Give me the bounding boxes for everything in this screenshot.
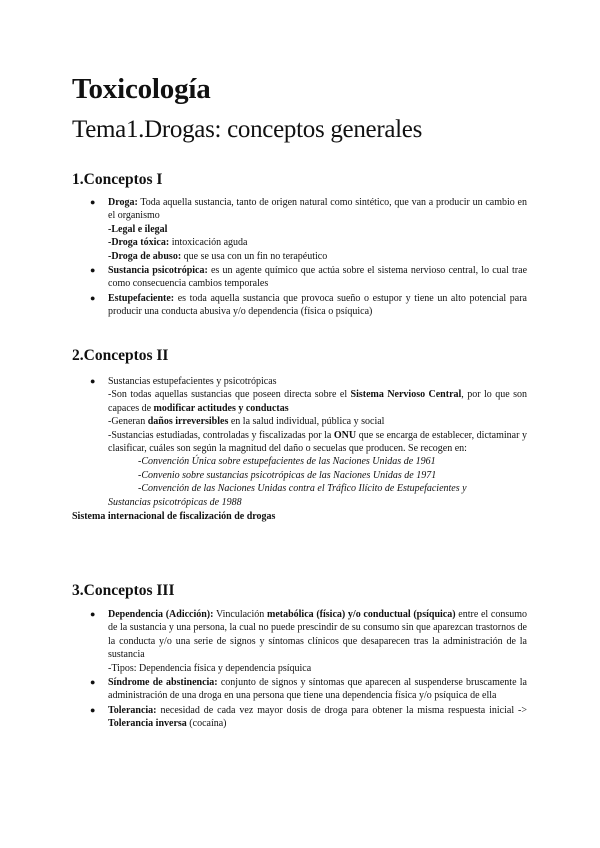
section-heading-2: 2.Conceptos II <box>72 347 169 364</box>
section-heading-3: 3.Conceptos III <box>72 582 175 599</box>
tipos-line: -Tipos: Dependencia física y dependencia psíquica <box>108 662 312 674</box>
list-item-abstinencia: ● Síndrome de abstinencia: conjunto de signos y síntomas que aparecen al suspenderse bruscamente la administración de una droga en una persona que tiene una dependencia física y/o psíquica de ella <box>90 677 527 702</box>
abuso-line: -Droga de abuso: que se usa con un fin no terapéutico <box>108 250 328 262</box>
list-item-droga: ● Droga: Toda aquella sustancia, tanto de origen natural como sintético, que van a producir un cambio en el organismo -Legal e ilegal -Droga tóxica: intoxicación aguda -Droga de abuso: que se usa con un fin no terapéutico <box>90 197 527 262</box>
section-heading-1: 1.Conceptos I <box>72 171 163 188</box>
bullet-icon: ● <box>90 292 96 303</box>
bullet-icon: ● <box>90 265 96 276</box>
toxica-line: -Droga tóxica: intoxicación aguda <box>108 237 248 249</box>
list-item-sustancias: ● Sustancias estupefacientes y psicotrópicas -Son todas aquellas sustancias que poseen directa sobre el Sistema Nervioso Central, por lo que son capaces de modificar actitudes y conductas -Generan daños irreversibles en la salud individual, pública y social -Sustancias estudiadas, controladas y fiscalizadas por la ONU que se encarga de establecer, dictaminar y clasificar, cuáles son según la magnitud del daño o secuelas que producen. Se recogen en: -Convención Única sobre estupefacientes de las Naciones Unidas de 1961 -Convenio sobre sustancias psicotrópicas de las Naciones Unidas de 1971 -Convención de las Naciones Unidas contra el Tráfico Ilícito de Estupefacientes y Sustancias psicotrópicas de 1988 <box>90 376 527 508</box>
bullet-icon: ● <box>90 704 96 715</box>
page-title: Toxicología <box>72 73 211 105</box>
list-item-tolerancia: ● Tolerancia: necesidad de cada vez mayor dosis de droga para obtener la misma respuesta inicial -> Tolerancia inversa (cocaína) <box>90 704 527 730</box>
convention-1961: -Convención Única sobre estupefacientes de las Naciones Unidas de 1961 <box>138 456 436 468</box>
sistema-internacional: Sistema internacional de fiscalización de drogas <box>72 511 276 523</box>
section-1-content <box>72 196 527 319</box>
sustancias-line-1: -Son todas aquellas sustancias que poseen directa sobre el Sistema Nervioso Central, por lo que son capaces de modificar actitudes y conductas <box>108 389 527 414</box>
section-3-content <box>72 608 527 731</box>
list-item-psicotropica: ● Sustancia psicotrópica: es un agente químico que actúa sobre el sistema nervioso central, lo cual trae como consecuencia cambios temporales <box>90 265 528 290</box>
section-2-content <box>72 375 527 523</box>
convention-1988: -Convención de las Naciones Unidas contra el Tráfico Ilícito de Estupefacientes y <box>138 483 467 495</box>
bullet-icon: ● <box>90 609 96 619</box>
bullet-icon: ● <box>90 376 96 386</box>
convention-1988-cont: Sustancias psicotrópicas de 1988 <box>108 496 242 508</box>
page-subtitle: Tema1.Drogas: conceptos generales <box>72 116 423 143</box>
list-item-dependencia: ● Dependencia (Adicción): Vinculación metabólica (física) y/o conductual (psíquica) entre el consumo de la sustancia y una persona, la cual no puede prescindir de su consumo sin que aparezcan trastornos de la conducta y/o una serie de signos y síntomas clínicos que desaparecen tras la administración de la sustancia -Tipos: Dependencia física y dependencia psíquica <box>90 609 527 674</box>
list-item-estupefaciente: ● Estupefaciente: es toda aquella sustancia que provoca sueño o estupor y tiene un alto potencial para producir una conducta abusiva y/o dependencia (física o psíquica) <box>90 292 527 318</box>
convention-1971: -Convenio sobre sustancias psicotrópicas de las Naciones Unidas de 1971 <box>138 469 437 481</box>
bullet-icon: ● <box>90 197 96 207</box>
sustancias-line-2: -Generan daños irreversibles en la salud individual, pública y social <box>108 416 385 428</box>
sustancias-line-3: -Sustancias estudiadas, controladas y fiscalizadas por la ONU que se encarga de establecer, dictaminar y clasificar, cuáles son según la magnitud del daño o secuelas que producen. Se recogen en: <box>108 429 527 455</box>
legal-line: -Legal e ilegal <box>108 223 168 235</box>
bullet-icon: ● <box>90 677 96 688</box>
